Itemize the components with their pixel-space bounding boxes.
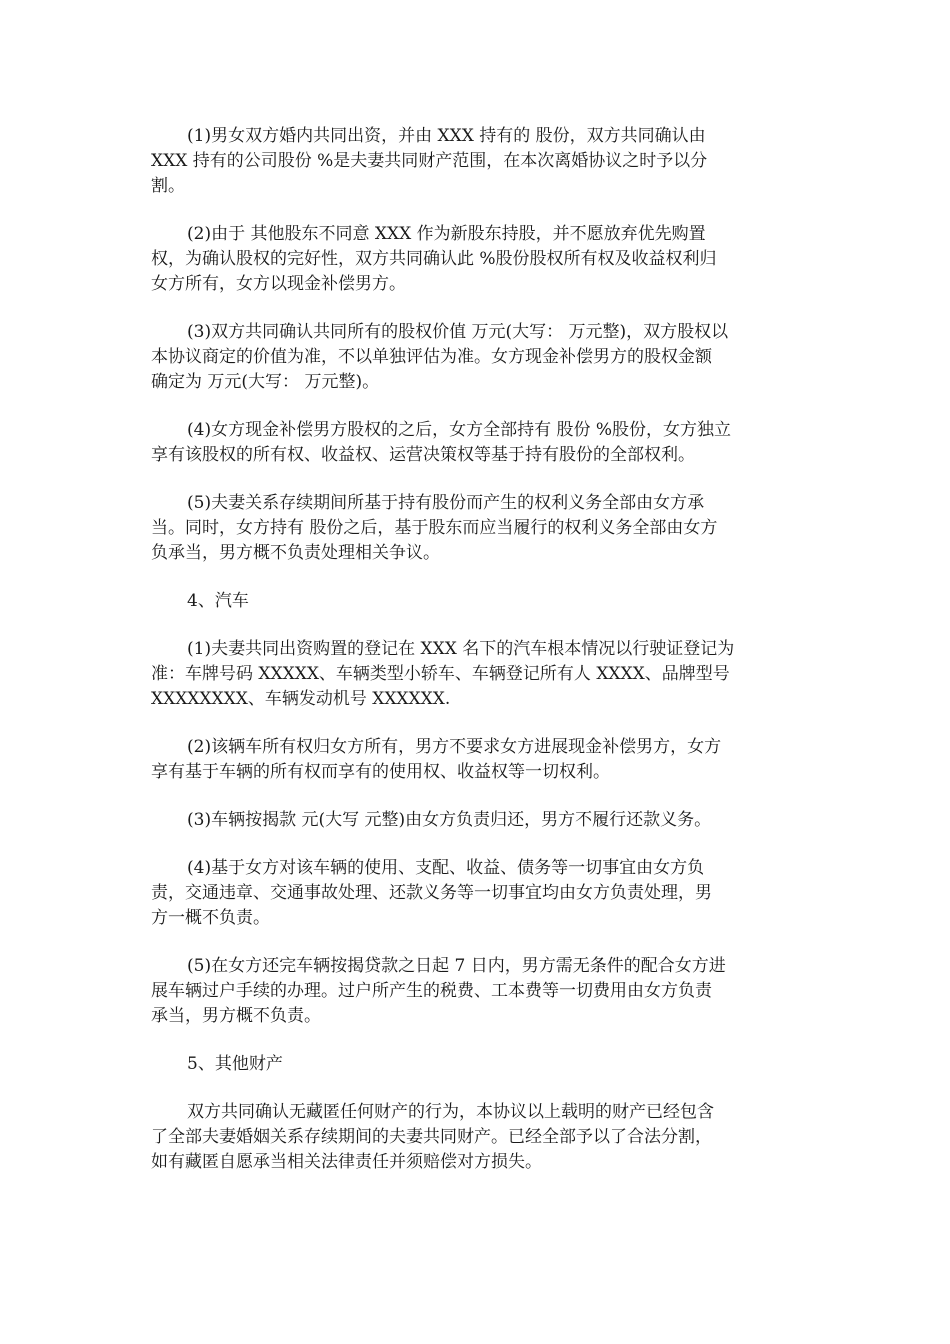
car-clause-2 (151, 735, 801, 785)
equity-clause-2 (151, 222, 801, 297)
car-clause-5 (151, 954, 801, 1029)
text-line: (2)该辆车所有权归女方所有，男方不要求女方进展现金补偿男方，女方 (187, 737, 722, 757)
text-line: 方一概不负责。 (151, 908, 270, 928)
car-clause-1 (151, 637, 801, 712)
text-line: (4)女方现金补偿男方股权的之后，女方全部持有 股份 %股份，女方独立 (187, 420, 732, 440)
text-line: 了全部夫妻婚姻关系存续期间的夫妻共同财产。已经全部予以了合法分割， (151, 1127, 712, 1147)
car-clause-3 (151, 808, 801, 833)
equity-clause-4 (151, 418, 801, 468)
text-line: (3)车辆按揭款 元(大写 元整)由女方负责归还，男方不履行还款义务。 (187, 810, 712, 830)
text-line: (1)夫妻共同出资购置的登记在 XXX 名下的汽车根本情况以行驶证登记为 (187, 639, 735, 659)
text-line: (2)由于 其他股东不同意 XXX 作为新股东持股，并不愿放弃优先购置 (187, 224, 706, 244)
text-line: 如有藏匿自愿承当相关法律责任并须赔偿对方损失。 (151, 1152, 542, 1172)
text-line: (4)基于女方对该车辆的使用、支配、收益、债务等一切事宜由女方负 (187, 858, 705, 878)
document-body (151, 124, 801, 1198)
text-line: (5)夫妻关系存续期间所基于持有股份而产生的权利义务全部由女方承 (187, 493, 705, 513)
text-line: 责，交通违章、交通事故处理、还款义务等一切事宜均由女方负责处理，男 (151, 883, 712, 903)
other-property-clause (151, 1100, 801, 1175)
text-line: 享有基于车辆的所有权而享有的使用权、收益权等一切权利。 (151, 762, 610, 782)
text-line: 权，为确认股权的完好性，双方共同确认此 %股份股权所有权及收益权利归 (151, 249, 717, 269)
text-line: XXX 持有的公司股份 %是夫妻共同财产范围，在本次离婚协议之时予以分 (151, 151, 708, 171)
heading-text: 4、汽车 (187, 591, 249, 611)
text-line: XXXXXXXX、车辆发动机号 XXXXXX. (151, 689, 451, 709)
equity-clause-5 (151, 491, 801, 566)
section-heading-car (151, 589, 801, 614)
text-line: 确定为 万元(大写： 万元整)。 (151, 372, 380, 392)
text-line: 享有该股权的所有权、收益权、运营决策权等基于持有股份的全部权利。 (151, 445, 695, 465)
text-line: 本协议商定的价值为准，不以单独评估为准。女方现金补偿男方的股权金额 (151, 347, 712, 367)
text-line: 承当，男方概不负责。 (151, 1006, 321, 1026)
equity-clause-1 (151, 124, 801, 199)
text-line: (1)男女双方婚内共同出资，并由 XXX 持有的 股份，双方共同确认由 (187, 126, 706, 146)
equity-clause-3 (151, 320, 801, 395)
text-line: 展车辆过户手续的办理。过户所产生的税费、工本费等一切费用由女方负责 (151, 981, 712, 1001)
text-line: 负承当，男方概不负责处理相关争议。 (151, 543, 440, 563)
heading-text: 5、其他财产 (187, 1054, 283, 1074)
text-line: 双方共同确认无藏匿任何财产的行为，本协议以上载明的财产已经包含 (187, 1102, 714, 1122)
section-heading-other-property (151, 1052, 801, 1077)
text-line: 割。 (151, 176, 185, 196)
text-line: 准：车牌号码 XXXXX、车辆类型小轿车、车辆登记所有人 XXXX、品牌型号 (151, 664, 730, 684)
car-clause-4 (151, 856, 801, 931)
text-line: 当。同时，女方持有 股份之后，基于股东而应当履行的权利义务全部由女方 (151, 518, 718, 538)
text-line: (5)在女方还完车辆按揭贷款之日起 7 日内，男方需无条件的配合女方进 (187, 956, 726, 976)
text-line: (3)双方共同确认共同所有的股权价值 万元(大写： 万元整)，双方股权以 (187, 322, 729, 342)
text-line: 女方所有，女方以现金补偿男方。 (151, 274, 406, 294)
